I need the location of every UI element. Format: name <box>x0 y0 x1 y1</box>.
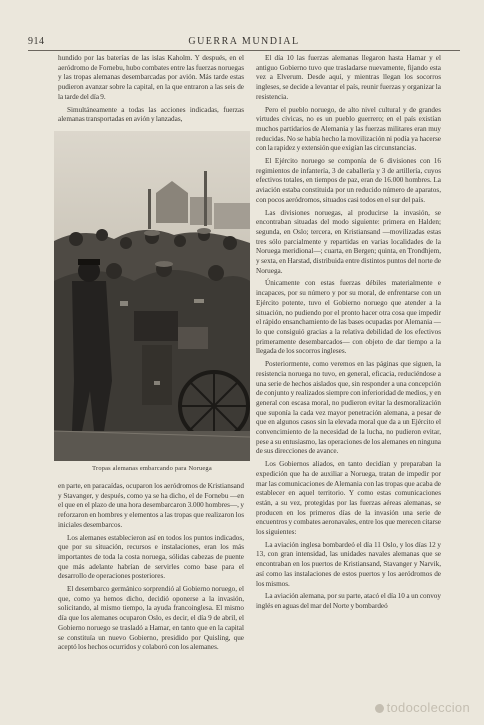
paragraph: Los Gobiernos aliados, en tanto decidían y preparaban la expedición que ha de auxiliar a Noruega, tratan de impedir por mar las comunicaciones de Alemania con las tropas que acaba de establecer en aquel territorio. Y como estas comunicaciones están, a su vez, protegidas por las fuerzas aéreas alemanas, se producen en los primeros días de la invasión una serie de encuentros y combates aeronavales, entre los que merecen citarse los siguientes: <box>256 460 441 537</box>
historical-photo <box>54 131 250 461</box>
paragraph: La aviación inglesa bombardeó el día 11 Oslo, y los días 12 y 13, con gran intensidad, las unidades navales alemanas que se encontraban en los puertos de Kristiansand, Stavanger y Narvik, así como las instalaciones de estos puertos y los aeródromos de los mismos. <box>256 540 441 588</box>
watermark-logo-icon <box>375 704 384 713</box>
photo-caption: Tropas alemanas embarcando para Noruega <box>92 465 212 472</box>
paragraph: El desembarco germánico sorprendió al Gobierno noruego, el que, como ya hemos dicho, decidió oponerse a la invasión, solicitando, al mismo tiempo, la ayuda francoinglesa. El mismo día que los alemanes ocuparon Oslo, es decir, el día 9 de abril, el Gobierno noruego se trasladó a Hamar, en tanto que en la capital se constituía un nuevo Gobierno, presidido por Quisling, que aceptó los hechos ocurridos y colaboró con los alemanes. <box>58 585 244 652</box>
soldiers-boarding-photo-illustration <box>54 131 250 461</box>
left-column-top-text <box>58 54 244 134</box>
paragraph: Pero el pueblo noruego, de alto nivel cultural y de grandes virtudes cívicas, no es un pueblo guerrero; en el país existían muchos partidarios de Alemania y las fuerzas militares eran muy reducidas. No se había hecho la movilización ni podía ya hacerse con la rapidez y extensión que exigían las circunstancias. <box>256 105 441 153</box>
paragraph: Los alemanes establecieron así en todos los puntos indicados, que por su situación, recursos e instalaciones, eran los más importantes de toda la costa noruega, sólidas cabezas de puente que más adelante habrían de servirles como base para el desarrollo de operaciones posteriores. <box>58 533 244 581</box>
left-column-bottom-text <box>58 482 244 704</box>
paragraph: Simultáneamente a todas las acciones indicadas, fuerzas alemanas transportadas en avión y lanzadas, <box>58 105 244 124</box>
watermark <box>375 700 470 715</box>
paragraph: El Ejército noruego se componía de 6 divisiones con 16 regimientos de infantería, 3 de caballería y 3 de artillería, cuyos efectivos totales, en tiempos de paz, eran de 16.000 hombres. La aviación estaba constituida por un reducido número de aparatos, con pocos aeródromos, situados casi todos en el sur del país. <box>256 157 441 204</box>
watermark-text: todocoleccion <box>386 700 470 715</box>
paragraph: Las divisiones noruegas, al producirse la invasión, se encontraban situadas del modo siguiente: primera en Halden; segunda, en Oslo; tercera, en Kristiansand —movilizadas estas tres sólo parcialmente y repartidas en varias localidades de la Noruega meridional—; cuarta, en Bergen; quinta, en Trondhjem, y sexta, en Harstad, distribuida entre distintos puntos del norte de Noruega. <box>256 208 441 275</box>
paragraph: El día 10 las fuerzas alemanas llegaron hasta Hamar y el antiguo Gobierno tuvo que trasladarse nuevamente, fijando esta vez a Elverum. Desde aquí, y mientras llegan los socorros ingleses, se decide a levantar el país, reunir fuerzas y organizar la resistencia. <box>256 54 441 101</box>
paragraph: Posteriormente, como veremos en las páginas que siguen, la resistencia noruega no tuvo, en general, eficacia, reduciéndose a una serie de hechos aislados que, sin responder a una concepción de conjunto y realizados siempre con inferioridad de medios, y en general con escasa moral, no pudieron evitar la desmoralización que suponía la cada vez mayor penetración alemana, a pesar de que en algunos casos sin la elevada moral que da a un Ejército el convencimiento de la necesidad de la lucha, no pudieron evitar, pese a su entusiasmo, las operaciones de los alemanes en ninguna de sus direcciones de avance. <box>256 360 441 456</box>
right-column-text <box>256 54 441 704</box>
paragraph: La aviación alemana, por su parte, atacó el día 10 a un convoy inglés en aguas del mar del Norte y bombardeó <box>256 592 441 610</box>
paragraph: hundido por las baterías de las islas Kaholm. Y después, en el aeródromo de Fornebu, hubo combates entre las fuerzas noruegas y las tropas alemanas desembarcadas por avión. Más tarde estas pudieron avanzar sobre la capital, en la que entraron a las seis de la tarde del día 9. <box>58 54 244 101</box>
page-number: 914 <box>28 36 45 47</box>
paragraph: Únicamente con estas fuerzas débiles materialmente e incapaces, por su número y por su moral, de enfrentarse con un Ejército potente, tuvo el Gobierno noruego que atender a la situación, no pudiendo por el pronto hacer otra cosa que impedir el rápido ensanchamiento de las bases ocupadas por Alemania —lo que consiguió gracias a la relativa debilidad de los efectivos primeramente desembarcados— con objeto de dar tiempo a la llegada de los socorros ingleses. <box>256 279 441 356</box>
running-title: GUERRA MUNDIAL <box>188 36 300 47</box>
page-header <box>28 34 460 51</box>
paragraph: en parte, en paracaídas, ocuparon los aeródromos de Kristiansand y Stavanger, y después, como ya se ha dicho, el de Fornebu —en el que en el plazo de una hora desembarcaron 3.000 hombres—, y reforzaron en hombres y elementos a las tropas que realizaron los iniciales desembarcos. <box>58 482 244 529</box>
